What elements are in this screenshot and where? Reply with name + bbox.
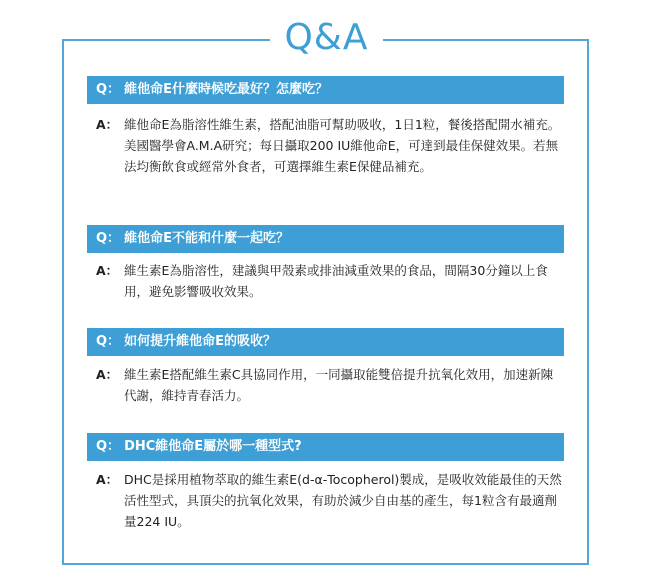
answer-marker: A： [96, 117, 119, 132]
answer-text: 維生素E為脂溶性，建議與甲殼素或排油減重效果的食品，間隔30分鐘以上食用，避免影響吸收效果。 [124, 263, 548, 299]
question-bar-4 [87, 433, 564, 461]
answer-block-1 [96, 114, 564, 177]
question-marker: Q： [96, 334, 121, 349]
answer-marker: A： [96, 263, 119, 278]
question-marker: Q： [96, 439, 121, 454]
frame-top-line-left [62, 39, 270, 41]
question-marker: Q： [96, 82, 121, 97]
question-text: 維他命E不能和什麼一起吃？ [124, 231, 289, 246]
answer-text: 維生素E搭配維生素C具協同作用，一同攝取能雙倍提升抗氧化效用，加速新陳代謝，維持青春活力。 [124, 367, 554, 403]
question-text: DHC維他命E屬於哪一種型式? [124, 439, 302, 454]
question-text: 維他命E什麼時候吃最好？怎麼吃？ [124, 82, 328, 97]
question-bar-1 [87, 76, 564, 104]
answer-text: 維他命E為脂溶性維生素，搭配油脂可幫助吸收，1日1粒，餐後搭配開水補充。美國醫學會A.M.A研究；每日攝取200 IU維他命E，可達到最佳保健效果。若無法均衡飲食或經常外食者，可選擇維生素E保健品補充。 [124, 117, 561, 174]
answer-block-4 [96, 469, 564, 532]
question-bar-2 [87, 225, 564, 253]
answer-block-2 [96, 260, 564, 302]
answer-marker: A： [96, 367, 119, 382]
question-bar-3 [87, 328, 564, 356]
answer-block-3 [96, 364, 564, 406]
answer-text: DHC是採用植物萃取的維生素E(d-α-Tocopherol)製成，是吸收效能最佳的天然活性型式，具頂尖的抗氧化效果，有助於減少自由基的產生，每1粒含有最適劑量224 IU。 [124, 472, 562, 529]
frame-top-line-right [383, 39, 589, 41]
question-text: 如何提升維他命E的吸收？ [124, 334, 276, 349]
page-title: Q&A [284, 17, 369, 58]
question-marker: Q： [96, 231, 121, 246]
answer-marker: A： [96, 472, 119, 487]
